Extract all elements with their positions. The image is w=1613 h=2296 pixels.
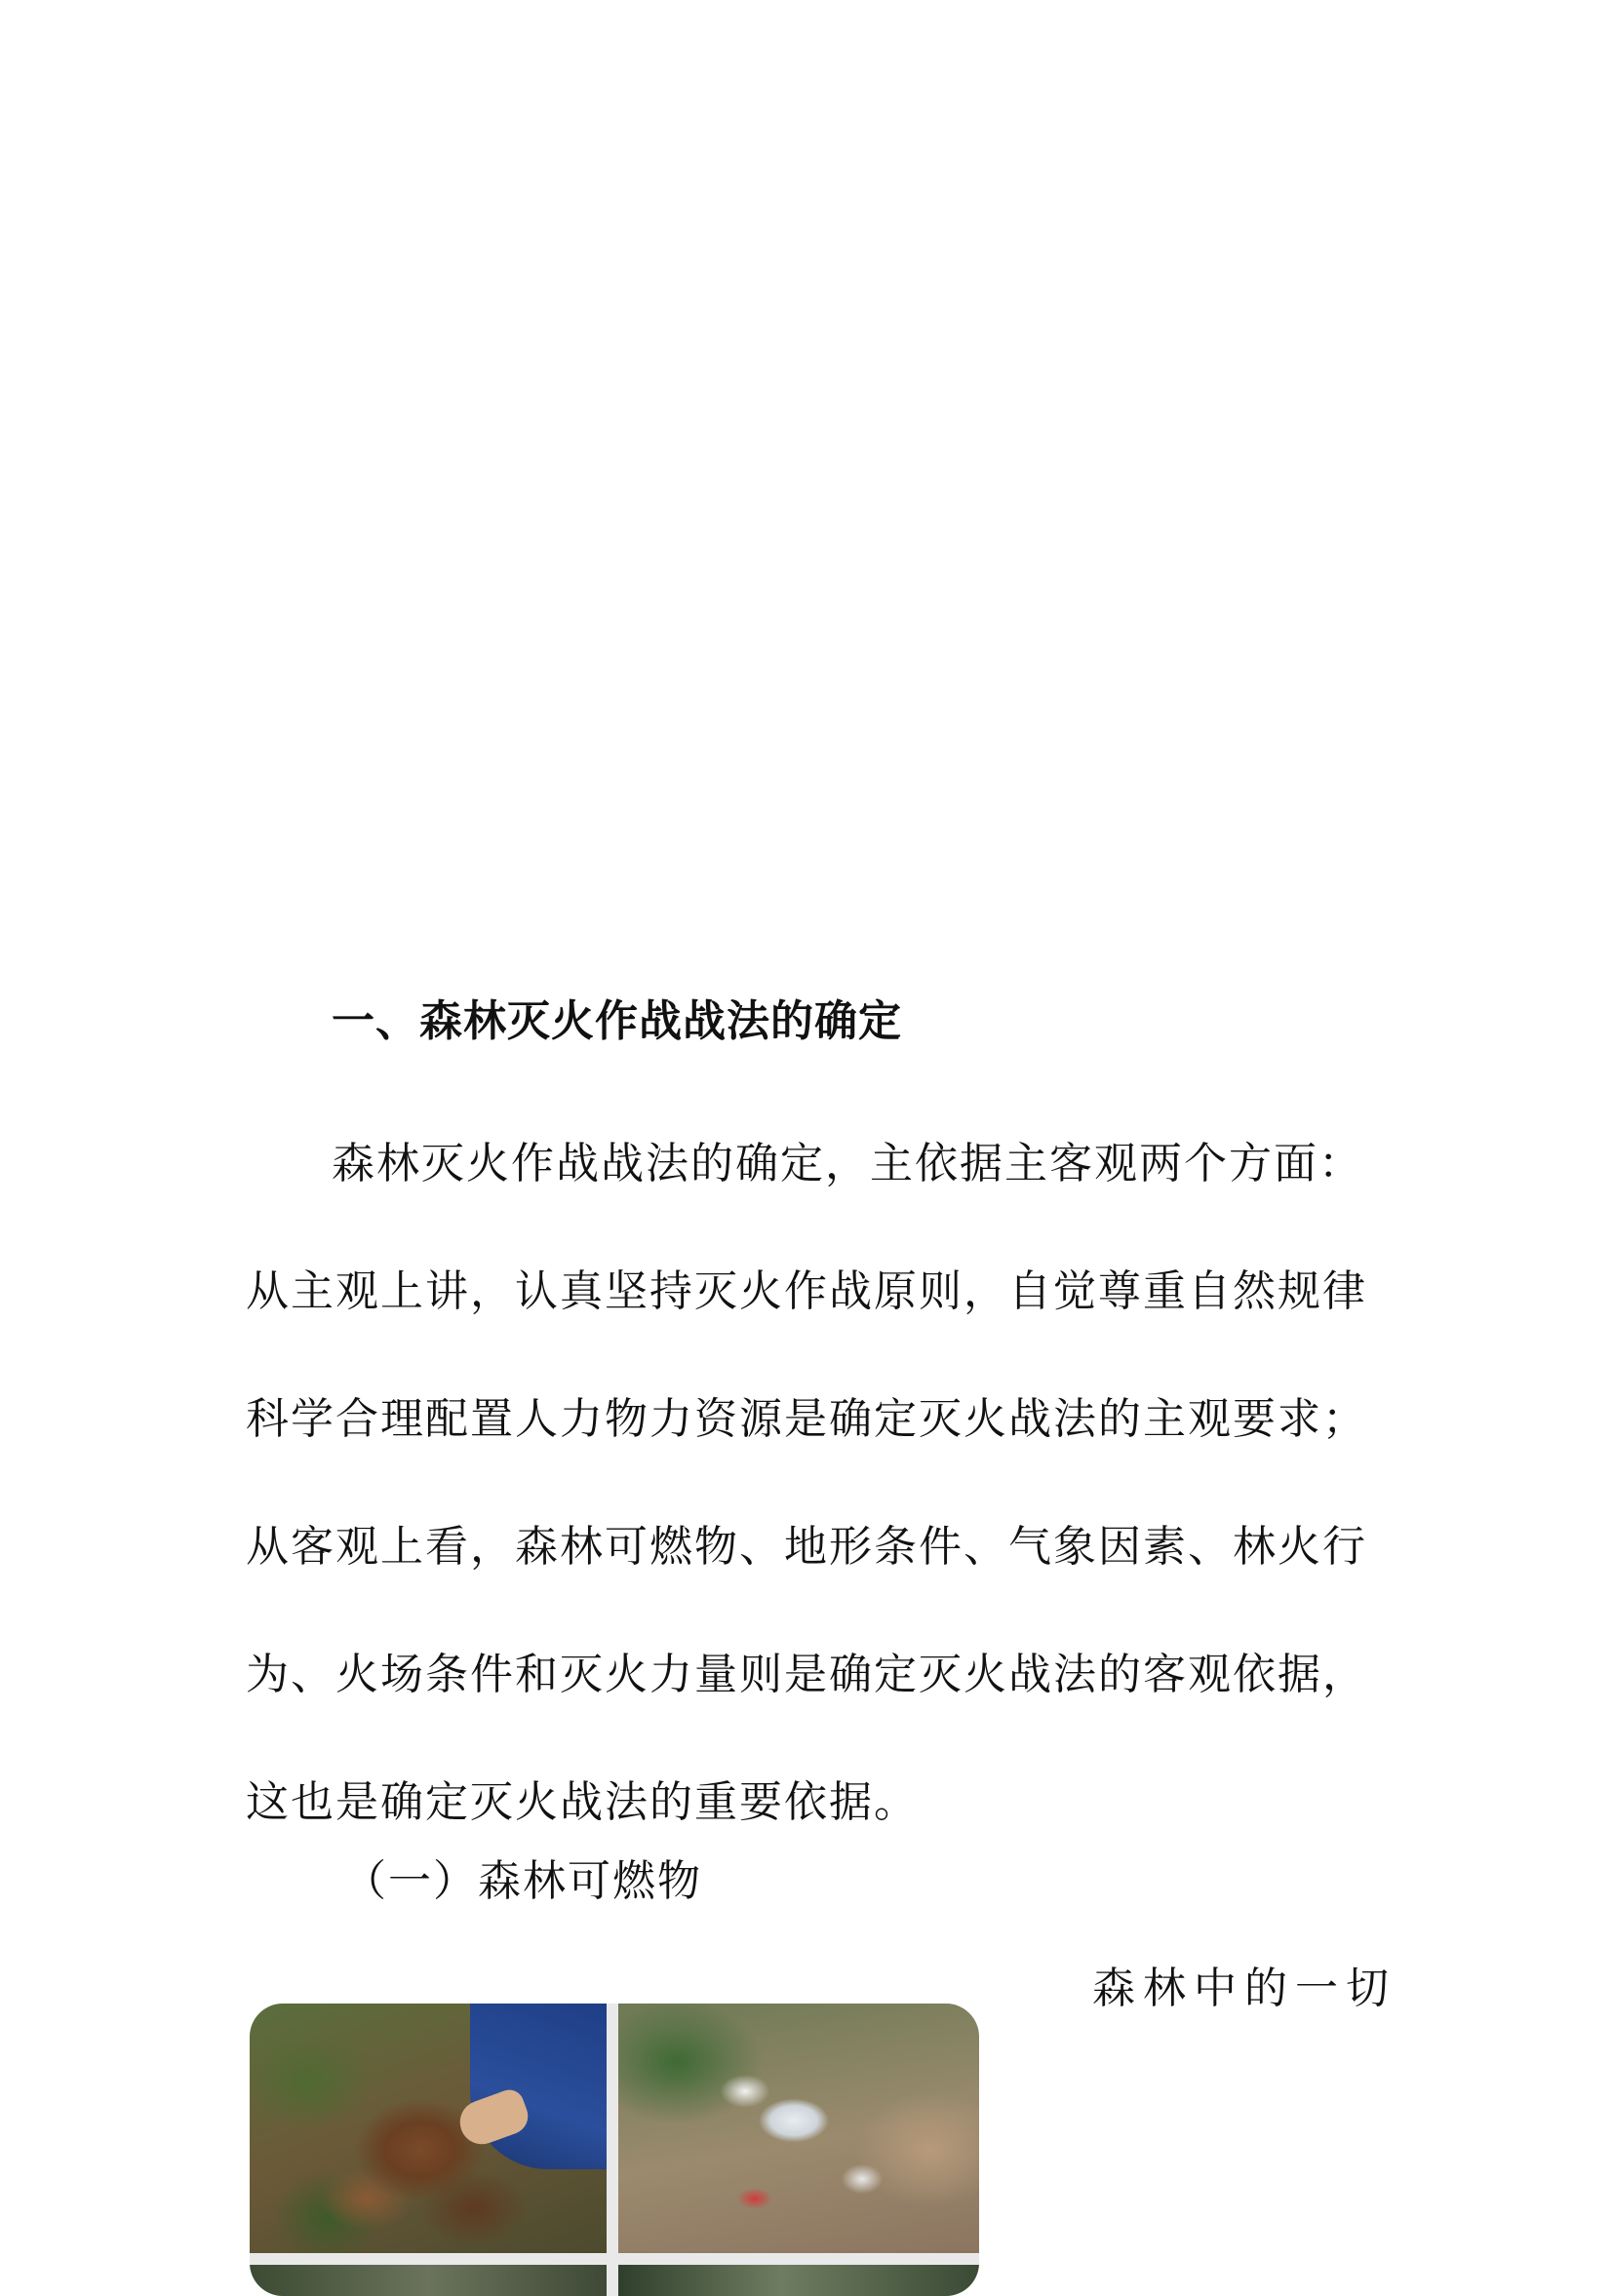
photo-leaf-litter: [250, 2004, 607, 2253]
paragraph-line: 从客观上看，森林可燃物、地形条件、气象因素、林火行: [246, 1522, 1367, 1572]
paragraph-line: 为、火场条件和灭火力量则是确定灭火战法的客观依据，: [246, 1650, 1367, 1699]
photo-forest-trees: [618, 2265, 979, 2296]
photo-ground-debris: [618, 2004, 979, 2253]
paragraph-line: 森林灭火作战战法的确定，主依据主客观两个方面：: [332, 1139, 1363, 1188]
paragraph-line: 这也是确定灭火战法的重要依据。: [246, 1777, 919, 1827]
paragraph-line: 科学合理配置人力物力资源是确定灭火战法的主观要求；: [246, 1394, 1367, 1444]
section-paragraph: [246, 1100, 1375, 1866]
paragraph-line: 从主观上讲，认真坚持灭火作战原则，自觉尊重自然规律: [246, 1266, 1367, 1316]
forest-fuel-photo-collage: [250, 2004, 979, 2296]
subsection-heading: （一）森林可燃物: [343, 1856, 702, 1906]
subsection-text: 森林中的一切: [1092, 1964, 1397, 2013]
section-heading: 一、森林灭火作战战法的确定: [332, 996, 902, 1046]
photo-forest-floor: [250, 2265, 607, 2296]
photo-sleeve-shape: [470, 2004, 607, 2169]
